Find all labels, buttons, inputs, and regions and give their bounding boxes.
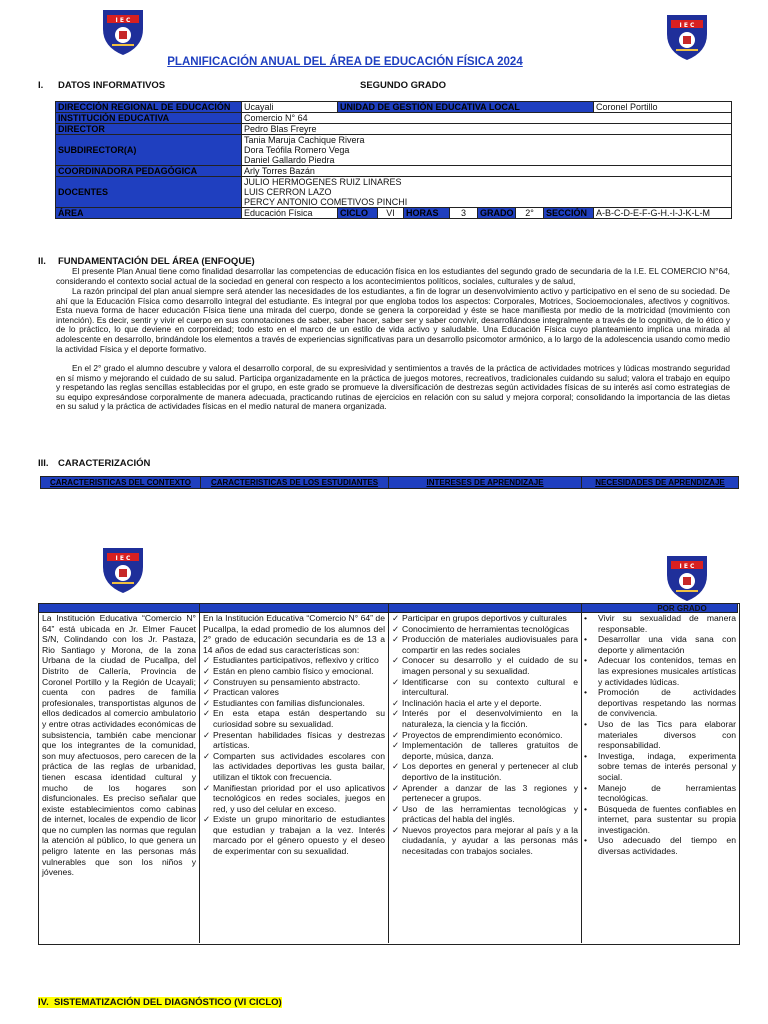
estudiantes-column: [200, 613, 388, 857]
estudiante-item-text: En esta etapa están despertando su curiosidad sobre su sexualidad.: [213, 708, 385, 729]
fundamentacion-paragraph-1: El presente Plan Anual tiene como finalidad desarrollar las competencias de educación física en los estudiantes del segundo grado de secundaria de la I.E. EL COMERCIO N°64, considerando el contexto social actual de la sociedad en general con respecto a los acontecimientos políticos, sociales, culturales y de salud,: [56, 266, 730, 286]
crest-logo-right: [662, 12, 712, 62]
svg-text:I E C: I E C: [679, 563, 695, 570]
interes-item: [392, 740, 578, 761]
necesidad-item: [584, 783, 736, 804]
check-icon: ✓: [392, 676, 400, 687]
fundamentacion-paragraph-3: En el 2° grado el alumno descubre y valora el desarrollo corporal, de su expresividad y sentimientos a través de la práctica de actividades motrices y lúdicas mostrando seguridad en sí mismo y mejorando el cuidado de su salud. Participa organizadamente en la práctica de juegos motores, recreativos, tradicionales cuidando su salud; valora el trabajo en equipo y respetando las reglas sencillas establecidas por el grupo, en este grado se promueve la diversificación de destrezas según actividades físicas de su interés así como estrategias de su equipo expresándose corporalmente de manera adecuada, practicando rutinas de ejercicios en relación con su salud y mejora corporal; consolidando la importancia de las dietas en su salud y la práctica de actividades físicas en el medio natural de manera organizada.: [56, 363, 730, 412]
grado-value: 2°: [516, 208, 544, 219]
subdirector-values: [242, 135, 732, 166]
check-icon: ✓: [392, 729, 400, 740]
grade-heading: SEGUNDO GRADO: [360, 80, 447, 91]
subdirector-1: Tania Maruja Cachique Rivera: [244, 135, 365, 145]
interes-item-text: Interés por el desenvolvimiento en la naturaleza, la ciencia y la ficción.: [402, 708, 578, 729]
ciclo-value: VI: [378, 208, 404, 219]
header-estudiantes: CARACTERISTICAS DE LOS ESTUDIANTES: [201, 477, 389, 489]
ugel-label: UNIDAD DE GESTIÓN EDUCATIVA LOCAL: [338, 102, 594, 113]
check-icon: ✓: [392, 634, 400, 645]
check-icon: ✓: [203, 676, 211, 687]
svg-text:I E C: I E C: [115, 17, 131, 24]
estudiante-item: [203, 708, 385, 729]
check-icon: ✓: [203, 782, 211, 793]
bullet-icon: •: [584, 687, 588, 698]
bullet-icon: •: [584, 718, 588, 729]
necesidad-item: [584, 634, 736, 655]
necesidad-item: [584, 655, 736, 687]
dre-value: Ucayali: [242, 102, 338, 113]
estudiante-item: [203, 730, 385, 751]
necesidad-item: [584, 719, 736, 751]
header-necesidades: NECESIDADES DE APRENDIZAJE: [582, 477, 739, 489]
interes-item-text: Participar en grupos deportivos y culturales: [402, 613, 567, 623]
necesidad-item: [584, 835, 736, 856]
interes-item: [392, 761, 578, 782]
check-icon: ✓: [392, 761, 400, 772]
necesidad-item-text: Uso de las Tics para elaborar materiales diversos con responsabilidad.: [598, 718, 736, 751]
section-1-number: I.: [38, 80, 44, 91]
section-3-number: III.: [38, 458, 49, 469]
horas-value: 3: [450, 208, 478, 219]
coordinator-value: Arly Torres Bazán: [242, 166, 732, 177]
dre-label: DIRECCIÓN REGIONAL DE EDUCACIÓN: [56, 102, 242, 113]
docentes-values: [242, 177, 732, 208]
check-icon: ✓: [203, 814, 211, 825]
intereses-list: [392, 613, 578, 857]
contexto-column: La Institución Educativa “Comercio N° 64” está ubicada en Jr. Elmer Faucet S/N, Colindando con los Jr. Pastaza, Rio Santiago y Morona, de la zona Urbana de la ciudad de Pucallpa, del Distrito de Callería, Provincia de Coronel Portillo y la Región de Ucayali; cuenta con padres de familia profesionales, transportistas algunos de ellos dedicados al comercio ambulatorio y entre otras actividades económicas de subsistencia, también cabe mencionar que los integrantes de la comunidad, son muy afectuosos, pero carecen de la práctica de las reglas de urbanidad, tienen escasa identidad cultural y mucho de los hogares son disfuncionales. Es preciso señalar que existe establecimientos como cabinas de internet, locales de expendio de licor que no cumplen las normas que regulan la atención al público, lo que genera un peligro latente en las personas más vulnerables que son los niños y jóvenes.: [42, 613, 196, 878]
check-icon: ✓: [203, 729, 211, 740]
interes-item-text: Identificarse con su contexto cultural e intercultural.: [402, 676, 578, 698]
area-value: Educación Física: [242, 208, 338, 219]
check-icon: ✓: [392, 782, 400, 793]
estudiante-item-text: Presentan habilidades físicas y destrezas artísticas.: [213, 729, 385, 751]
estudiante-item-text: Estudiantes participativos, reflexivo y critico: [213, 655, 379, 666]
seccion-value: A-B-C-D-E-F-G-H.-I-J-K-L-M: [594, 208, 732, 219]
bullet-icon: •: [584, 835, 588, 846]
interes-item-text: Uso de las herramientas tecnológicas y prácticas del habla del inglés.: [402, 803, 578, 825]
necesidad-item: [584, 687, 736, 719]
necesidad-item-text: Desarrollar una vida sana con deporte y alimentación: [598, 634, 736, 655]
crest-logo-left-page2: [98, 545, 148, 595]
intereses-column: [389, 613, 581, 857]
header-intereses: INTERESES DE APRENDIZAJE: [389, 477, 582, 489]
bullet-icon: •: [584, 750, 588, 761]
check-icon: ✓: [203, 708, 211, 719]
ugel-value: Coronel Portillo: [594, 102, 732, 113]
interes-item-text: Implementación de talleres gratuitos de deporte, música, danza.: [402, 740, 578, 761]
area-label: ÁREA: [56, 208, 242, 219]
horas-label: HORAS: [404, 208, 450, 219]
interes-item-text: Aprender a danzar de las 3 regiones y pertenecer a grupos.: [402, 782, 578, 804]
crest-logo-right-page2: [662, 553, 712, 603]
estudiante-item: [203, 783, 385, 815]
interes-item: [392, 677, 578, 698]
bullet-icon: •: [584, 655, 588, 666]
check-icon: ✓: [203, 687, 211, 698]
grado-label: GRADO: [478, 208, 516, 219]
necesidad-item-text: Investiga, indaga, experimenta sobre temas de interés personal y social.: [598, 750, 736, 782]
docente-3: PERCY ANTONIO COMETIVOS PINCHI: [244, 197, 408, 207]
check-icon: ✓: [392, 623, 400, 634]
check-icon: ✓: [392, 708, 400, 719]
svg-text:I E C: I E C: [115, 555, 131, 562]
necesidad-item-text: Vivir su sexualidad de manera responsable.: [598, 613, 736, 634]
subdirector-3: Daniel Gallardo Piedra: [244, 155, 335, 165]
interes-item-text: Nuevos proyectos para mejorar al país y a la ciudadanía, y ayudar a las personas más necesitadas con trabajos sociales.: [402, 824, 578, 857]
check-icon: ✓: [392, 655, 400, 666]
check-icon: ✓: [392, 613, 400, 623]
interes-item: [392, 655, 578, 676]
interes-item: [392, 730, 578, 741]
section-3-heading: CARACTERIZACIÓN: [58, 458, 151, 469]
interes-item: [392, 624, 578, 635]
ie-label: INSTITUCIÓN EDUCATIVA: [56, 113, 242, 124]
docentes-label: DOCENTES: [56, 177, 242, 208]
necesidad-item-text: Promoción de actividades deportivas respetando las normas de convivencia.: [598, 687, 736, 719]
estudiante-item-text: Manifiestan prioridad por el uso aplicativos tecnológicos en redes sociales, juegos en red, y uso del celular en exceso.: [213, 782, 385, 814]
director-label: DIRECTOR: [56, 124, 242, 135]
estudiante-item-text: Comparten sus actividades escolares con las actividades deportivas les gusta bailar, utilizan el tiktok con frecuencia.: [213, 750, 385, 782]
por-grado-label: POR GRADO: [657, 604, 707, 613]
section-4-number: IV.: [38, 997, 49, 1008]
coordinator-label: COORDINADORA PEDAGÓGICA: [56, 166, 242, 177]
necesidad-item: [584, 613, 736, 634]
estudiante-item: [203, 698, 385, 709]
interes-item-text: Producción de materiales audiovisuales para compartir en las redes sociales: [402, 634, 578, 655]
ciclo-label: CICLO: [338, 208, 378, 219]
estudiante-item: [203, 677, 385, 688]
docente-2: LUIS CERRON LAZO: [244, 187, 332, 197]
estudiantes-intro: En la Institución Educativa “Comercio N° 64” de Pucallpa, la edad promedio de los alumnos del 2° grado de educación secundaria es de 13 a 14 años de edad sus características son:: [203, 613, 385, 655]
estudiante-item: [203, 687, 385, 698]
check-icon: ✓: [203, 655, 211, 666]
interes-item: [392, 783, 578, 804]
interes-item: [392, 698, 578, 709]
ie-value: Comercio N° 64: [242, 113, 732, 124]
check-icon: ✓: [203, 697, 211, 708]
check-icon: ✓: [203, 665, 211, 676]
bullet-icon: •: [584, 782, 588, 793]
bullet-icon: •: [584, 803, 588, 814]
bullet-icon: •: [584, 634, 588, 645]
estudiante-item-text: Practican valores: [213, 687, 279, 698]
bullet-icon: •: [584, 613, 588, 623]
necesidad-item-text: Uso adecuado del tiempo en diversas actividades.: [598, 835, 736, 857]
interes-item-text: Inclinación hacia el arte y el deporte.: [402, 697, 542, 708]
section-4-label: SISTEMATIZACIÓN DEL DIAGNÓSTICO (VI CICLO): [54, 997, 282, 1008]
estudiantes-list: [203, 655, 385, 856]
check-icon: ✓: [392, 803, 400, 814]
necesidad-item-text: Adecuar los contenidos, temas en las expresiones musicales artísticas y actividades lúdicas.: [598, 655, 736, 687]
section-1-heading: DATOS INFORMATIVOS: [58, 80, 166, 91]
estudiante-item: [203, 814, 385, 856]
header-contexto: CARACTERISTICAS DEL CONTEXTO: [41, 477, 201, 489]
estudiante-item-text: Existe un grupo minoritario de estudiantes que estudian y trabajan a la vez. Interés marcado por el género opuesto y el deseo de experimentar con su sexualidad.: [213, 814, 385, 857]
interes-item-text: Conocer su desarrollo y el cuidado de su imagen personal y su sexualidad.: [402, 655, 578, 676]
check-icon: ✓: [392, 824, 400, 835]
necesidades-list: [584, 613, 736, 857]
svg-text:I E C: I E C: [679, 22, 695, 29]
subdirector-2: Dora Teófila Romero Vega: [244, 145, 350, 155]
fundamentacion-paragraph-2: La razón principal del plan anual siempre será atender las necesidades de los estudiantes, a fin de lograr un desenvolvimiento activo y participativo en el seno de su sociedad. De ahí que la Educación Física como desarrollo integral del estudiante. Es integral por que engloba todos los aspectos: Corporales, Motrices, Socioemocionales, afectivos y cognitivos. Esta nueva forma de hacer educación Física tiene una mirada del cuerpo, donde se genera la corporeidad y éste se hace manifiesta por medio de la motricidad (movimiento con intención). Es decir, sentir y vivir el cuerpo en sus connotaciones de saber, saber hacer, saber ser y saber convivir, desarrollándose integralmente a través de lo cognitivo, de lo ético y de lo práctico, lo que deviene en corporeidad; todo esto en el marco de un estilo de vida activo y saludable. Una Educación Física cuyo planteamiento implica una mirada al adolescente en desarrollo, brindándole los elementos a través de experiencias significativas para un desarrollo psicomotor armónico, a lo largo de la adolescencia usando como medio la actividad Física y el deporte formativo.: [56, 286, 730, 354]
subdirector-label: SUBDIRECTOR(A): [56, 135, 242, 166]
estudiante-item: [203, 666, 385, 677]
crest-logo-left: [98, 7, 148, 57]
necesidad-item-text: Búsqueda de fuentes confiables en internet, para sustentar su propia investigación.: [598, 803, 736, 835]
section-2-heading: FUNDAMENTACIÓN DEL ÁREA (ENFOQUE): [58, 256, 255, 267]
interes-item: [392, 825, 578, 857]
estudiante-item-text: Están en pleno cambio físico y emocional.: [213, 665, 374, 676]
estudiante-item-text: Estudiantes con familias disfuncionales.: [213, 697, 365, 708]
necesidad-item-text: Manejo de herramientas tecnológicas.: [598, 782, 736, 804]
check-icon: ✓: [392, 740, 400, 751]
check-icon: ✓: [203, 750, 211, 761]
section-2-number: II.: [38, 256, 46, 267]
estudiante-item: [203, 751, 385, 783]
interes-item: [392, 634, 578, 655]
interes-item: [392, 804, 578, 825]
interes-item: [392, 708, 578, 729]
interes-item: [392, 613, 578, 624]
necesidades-column: [582, 613, 738, 857]
document-title: PLANIFICACIÓN ANUAL DEL ÁREA DE EDUCACIÓN FÍSICA 2024: [167, 56, 523, 68]
estudiante-item-text: Construyen su pensamiento abstracto.: [213, 676, 361, 687]
necesidad-item: [584, 751, 736, 783]
caracterizacion-header-table: [40, 476, 739, 489]
necesidad-item: [584, 804, 736, 836]
check-icon: ✓: [392, 697, 400, 708]
interes-item-text: Proyectos de emprendimiento económico.: [402, 729, 563, 740]
estudiante-item: [203, 655, 385, 666]
info-table: [55, 101, 732, 219]
director-value: Pedro Blas Freyre: [242, 124, 732, 135]
interes-item-text: Los deportes en general y pertenecer al club deportivo de la institución.: [402, 761, 578, 782]
section-4-heading: [38, 997, 282, 1008]
seccion-label: SECCIÓN: [544, 208, 594, 219]
docente-1: JULIO HERMOGENES RUIZ LINARES: [244, 177, 402, 187]
interes-item-text: Conocimiento de herramientas tecnológicas: [402, 623, 570, 634]
